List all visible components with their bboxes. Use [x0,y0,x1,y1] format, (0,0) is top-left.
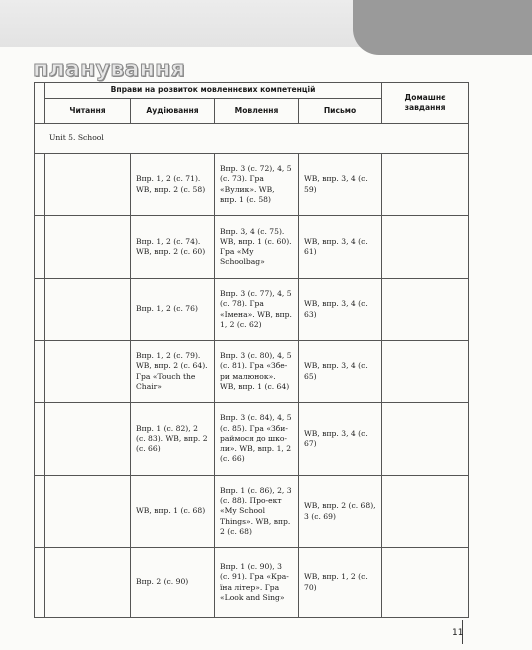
writing-cell: WB, впр. 2 (с. 68), 3 (с. 69) [299,476,382,548]
table-row [35,476,469,548]
homework-cell [382,476,469,548]
planning-table [34,82,469,618]
homework-cell [382,154,469,216]
writing-cell: WB, впр. 3, 4 (с. 63) [299,279,382,341]
writing-cell: WB, впр. 3, 4 (с. 59) [299,154,382,216]
table-row [35,154,469,216]
table-row [35,279,469,341]
listening-cell: Впр. 1 (с. 82), 2 (с. 83). WB, впр. 2 (с. 66) [131,403,215,476]
listening-cell: Впр. 1, 2 (с. 71). WB, впр. 2 (с. 58) [131,154,215,216]
section-title: планування [33,57,185,82]
reading-cell [45,216,131,279]
listening-cell: WB, впр. 1 (с. 68) [131,476,215,548]
table-row [35,548,469,618]
page-number: 11 [452,628,464,638]
column-header-listening: Аудіювання [131,99,215,124]
speaking-cell: Впр. 1 (с. 90), 3 (с. 91). Гра «Кра-їна літер». Гра «Look and Sing» [215,548,299,618]
speaking-cell: Впр. 3, 4 (с. 75). WB, впр. 1 (с. 60). Гра «My Schoolbag» [215,216,299,279]
unit-row-label: Unit 5. School [35,124,469,154]
homework-cell [382,403,469,476]
writing-cell: WB, впр. 1, 2 (с. 70) [299,548,382,618]
listening-cell: Впр. 1, 2 (с. 79). WB, впр. 2 (с. 64). Гра «Touch the Chair» [131,341,215,403]
homework-cell [382,279,469,341]
column-header-reading: Читання [45,99,131,124]
listening-cell: Впр. 2 (с. 90) [131,548,215,618]
spacer-cell [35,83,45,124]
speaking-cell: Впр. 3 (с. 84), 4, 5 (с. 85). Гра «Зби-раймося до шко-ли». WB, впр. 1, 2 (с. 66) [215,403,299,476]
spacer-cell [35,548,45,618]
homework-cell [382,341,469,403]
reading-cell [45,341,131,403]
listening-cell: Впр. 1, 2 (с. 76) [131,279,215,341]
column-header-writing: Письмо [299,99,382,124]
reading-cell [45,403,131,476]
table-row [35,341,469,403]
reading-cell [45,548,131,618]
listening-cell: Впр. 1, 2 (с. 74). WB, впр. 2 (с. 60) [131,216,215,279]
writing-cell: WB, впр. 3, 4 (с. 65) [299,341,382,403]
column-header-speaking: Мовлення [215,99,299,124]
reading-cell [45,154,131,216]
spacer-cell [35,476,45,548]
homework-header: Домашнє завдання [382,83,469,124]
reading-cell [45,279,131,341]
corner-tab [353,0,532,55]
table-row [35,216,469,279]
speaking-cell: Впр. 1 (с. 86), 2, 3 (с. 88). Про-ект «My School Things». WB, впр. 2 (с. 68) [215,476,299,548]
reading-cell [45,476,131,548]
table-row [35,403,469,476]
spacer-cell [35,403,45,476]
homework-cell [382,216,469,279]
speaking-cell: Впр. 3 (с. 80), 4, 5 (с. 81). Гра «Збе-ри малюнок». WB, впр. 1 (с. 64) [215,341,299,403]
spacer-cell [35,216,45,279]
spacer-cell [35,279,45,341]
homework-cell [382,548,469,618]
speaking-cell: Впр. 3 (с. 77), 4, 5 (с. 78). Гра «Імена». WB, впр. 1, 2 (с. 62) [215,279,299,341]
group-header: Вправи на розвиток мовленнєвих компетенцій [45,83,382,99]
writing-cell: WB, впр. 3, 4 (с. 61) [299,216,382,279]
spacer-cell [35,154,45,216]
writing-cell: WB, впр. 3, 4 (с. 67) [299,403,382,476]
speaking-cell: Впр. 3 (с. 72), 4, 5 (с. 73). Гра «Вулик». WB, впр. 1 (с. 58) [215,154,299,216]
spacer-cell [35,341,45,403]
